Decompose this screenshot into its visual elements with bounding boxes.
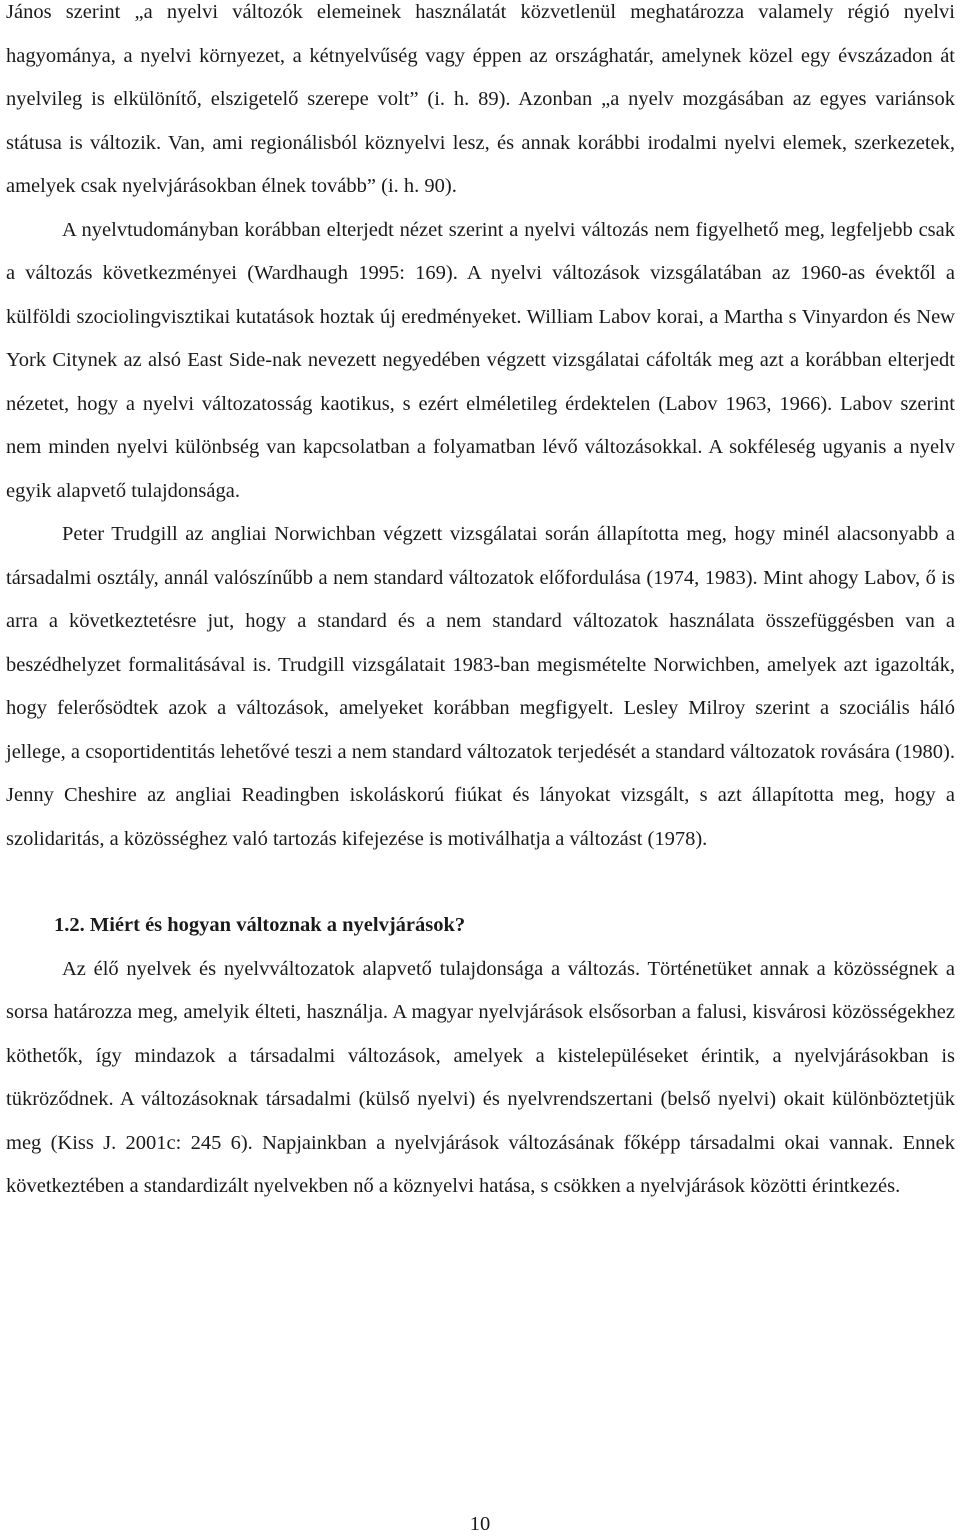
paragraph-valtozas: Az élő nyelvek és nyelvváltozatok alapvető tulajdonsága a változás. Történetüket annak a közösségnek a sorsa határozza meg, amelyik élteti, használja. A magyar nyelvjárások elsősorban a falusi, kisvárosi közösségekhez köthetők, így mindazok a társadalmi változások, amelyek a kistelepüléseket érintik, a nyelvjárásokban is tükröződnek. A változásoknak társadalmi (külső nyelvi) és nyelvrendszertani (belső nyelvi) okait különböztetjük meg (Kiss J. 2001c: 245 6). Napjainkban a nyelvjárások változásának főképp társadalmi okai vannak. Ennek következtében a standardizált nyelvekben nő a köznyelvi hatása, s csökken a nyelvjárások közötti érintkezés. [6,957,955,1197]
paragraph-janos: János szerint „a nyelvi változók elemeinek használatát közvetlenül meghatározza valamely régió nyelvi hagyománya, a nyelvi környezet, a kétnyelvűség vagy éppen az országhatár, amelynek közel egy évszázadon át nyelvileg is elkülönítő, elszigetelő szerepe volt” (i. h. 89). Azonban „a nyelv mozgásában az egyes variánsok státusa is változik. Van, ami regionálisból köznyelvi lesz, és annak korábbi irodalmi nyelvi elemek, szerkezetek, amelyek csak nyelvjárásokban élnek tovább” (i. h. 90). [6,1,955,197]
document-page [6,0,955,1209]
section-heading: 1.2. Miért és hogyan változnak a nyelvjárások? [54,914,466,936]
page-number: 10 [469,1513,491,1535]
paragraph-nyelvtudomany: A nyelvtudományban korábban elterjedt nézet szerint a nyelvi változás nem figyelhető meg, legfeljebb csak a változás következményei (Wardhaugh 1995: 169). A nyelvi változások vizsgálatában az 1960-as évektől a külföldi szociolingvisztikai kutatások hoztak új eredményeket. William Labov korai, a Martha s Vinyardon és New York Citynek az alsó East Side-nak nevezett negyedében végzett vizsgálatai cáfolták meg azt a korábban elterjedt nézetet, hogy a nyelvi változatosság kaotikus, s ezért elméletileg érdektelen (Labov 1963, 1966). Labov szerint nem minden nyelvi különbség van kapcsolatban a folyamatban lévő változásokkal. A sokféleség ugyanis a nyelv egyik alapvető tulajdonsága. [6,218,955,502]
paragraph-trudgill: Peter Trudgill az angliai Norwichban végzett vizsgálatai során állapította meg, hogy minél alacsonyabb a társadalmi osztály, annál valószínűbb a nem standard változatok előfordulása (1974, 1983). Mint ahogy Labov, ő is arra a következtetésre jut, hogy a standard és a nem standard változatok használata összefüggésben van a beszédhelyzet formalitásával is. Trudgill vizsgálatait 1983-ban megismételte Norwichben, amelyek azt igazolták, hogy felerősödtek azok a változások, amelyeket korábban megfigyelt. Lesley Milroy szerint a szociális háló jellege, a csoportidentitás lehetővé teszi a nem standard változatok terjedését a standard változatok rovására (1980). Jenny Cheshire az angliai Readingben iskoláskorú fiúkat és lányokat vizsgált, s azt állapította meg, hogy a szolidaritás, a közösséghez való tartozás kifejezése is motiválhatja a változást (1978). [6,523,955,850]
